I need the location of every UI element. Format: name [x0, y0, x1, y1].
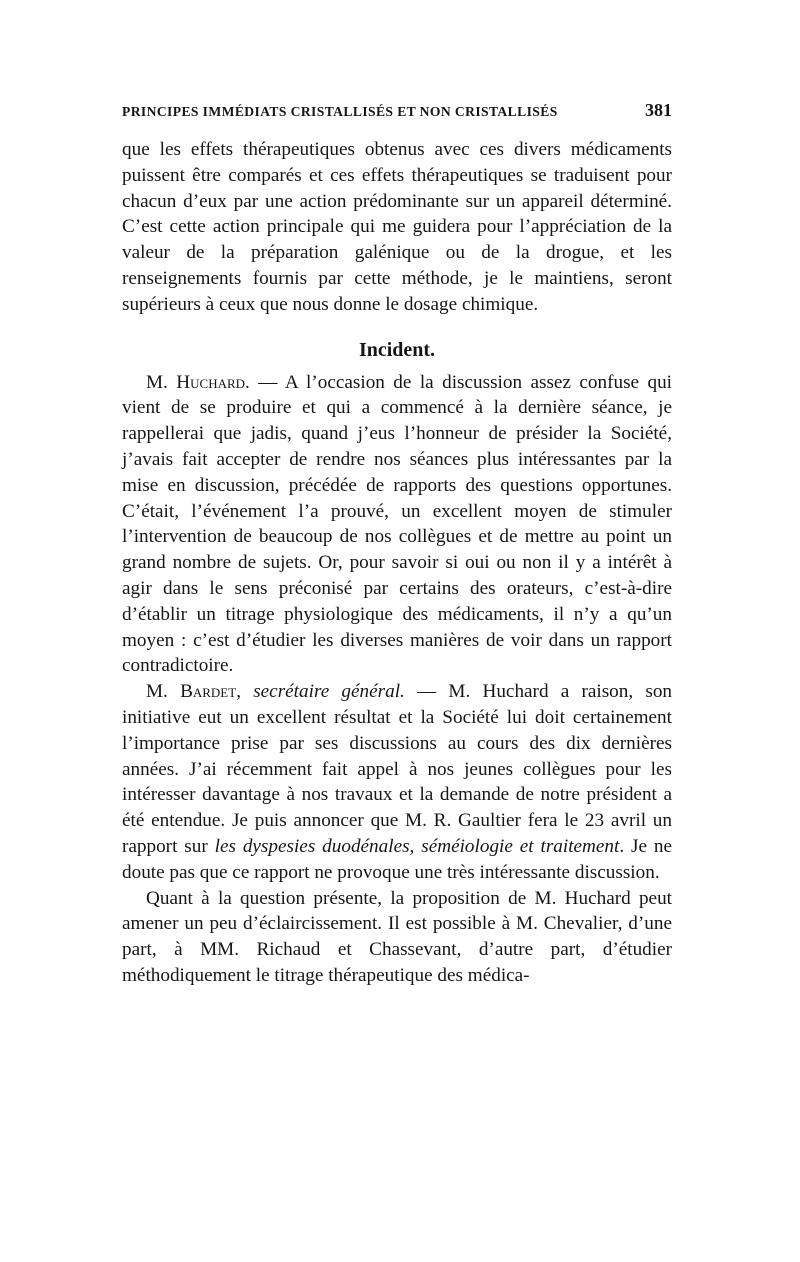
book-page — [122, 100, 672, 989]
speaker-prefix: M. — [146, 681, 181, 703]
report-topic: les dyspesies duodénales, séméiologie et traitement — [214, 835, 620, 857]
speaker-name: Bardet — [180, 681, 237, 703]
paragraph-continuation: que les effets thérapeutiques obtenus avec ces divers médicaments puissent être comparés et ces effets thérapeutiques se traduisent pour chacun d’eux par une action prédominante sur un appareil déterminé. C’est cette action principale qui me guidera pour l’appréciation de la valeur de la préparation galénique ou de la drogue, et les renseignements fournis par cette méthode, je le maintiens, seront supérieurs à ceux que nous donne le dosage chimique. — [122, 139, 672, 315]
speaker-name: Huchard — [176, 371, 246, 393]
paragraph-bardet: M. Bardet, secrétaire général. — M. Huchard a raison, son initiative eut un excellent résultat et la Société lui doit certainement l’importance prise par ses discussions au cours des dix dernières années. J’ai récemment fait appel à nos jeunes collègues pour les intéresser davantage à nos travaux et la demande de notre président a été entendue. Je puis annoncer que M. R. Gaultier fera le 23 avril un rapport sur les dyspesies duodénales, séméiologie et traitement. Je ne doute pas que ce rapport ne provoque une très intéressante discussion. — [122, 681, 673, 883]
page-number: 381 — [645, 100, 672, 120]
section-heading: Incident. — [358, 338, 436, 361]
paragraph-text-end: . Je ne doute pas que ce rapport ne provoque une très intéressante discussion. — [122, 835, 673, 883]
paragraph-quant: Quant à la question présente, la proposition de M. Huchard peut amener un peu d’éclaircissement. Il est possible à M. Chevalier, d’une part, à MM. Richaud et Chassevant, d’autre part, d’étudier méthodiquement le titrage thérapeutique des médica- — [122, 887, 672, 986]
speaker-prefix: M. — [146, 371, 177, 393]
speaker-role: secrétaire général. — [253, 681, 405, 703]
running-header — [122, 100, 672, 121]
paragraph-text: . — A l’occasion de la discussion assez confuse qui vient de se produire et qui a commencé à la dernière séance, je rappellerai que jadis, quand j’eus l’honneur de présider la Société, j’avais fait accepter de rendre nos séances plus intéressantes par la mise en discussion, précédée de rapports des questions opportunes. C’était, l’événement l’a prouvé, un excellent moyen de stimuler l’intervention de beaucoup de nos collègues et de mettre au point un grand nombre de sujets. Or, pour savoir si oui ou non il y a intérêt à agir dans le sens préconisé par certains des orateurs, c’est-à-dire d’établir un titrage physiologique des médicaments, il n’y a qu’un moyen : c’est d’étudier les diverses manières de voir dans un rapport contradictoire. — [122, 371, 672, 677]
paragraph-huchard — [122, 370, 672, 680]
paragraph-text: — M. Huchard a raison, son initiative eut un excellent résultat et la Société lui doit certainement l’importance prise par ses discussions au cours des dix dernières années. J’ai récemment fait appel à nos jeunes collègues pour les intéresser davantage à nos travaux et la demande de notre président a été entendue. Je puis annoncer que M. R. Gaultier fera le 23 avril un rapport sur — [122, 681, 673, 857]
running-title: PRINCIPES IMMÉDIATS CRISTALLISÉS ET NON CRISTALLISÉS — [122, 104, 558, 119]
